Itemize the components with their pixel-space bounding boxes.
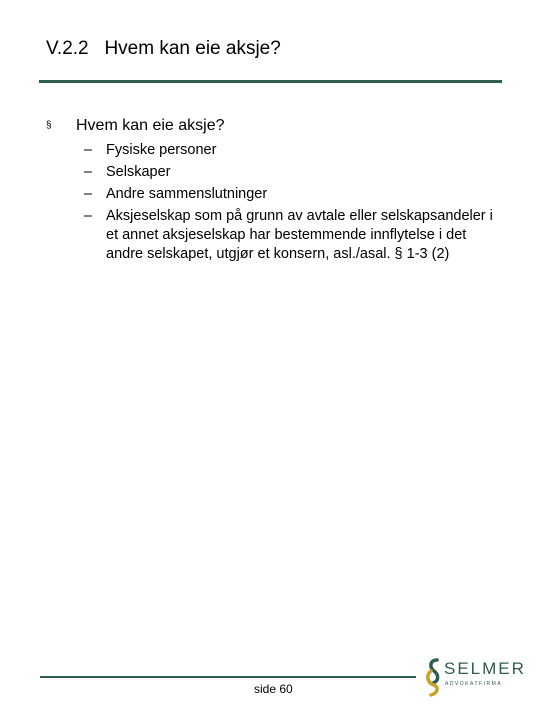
sub-point-text: Aksjeselskap som på grunn av avtale eller selskapsandeler i et annet aksjeselskap har bestemmende innflytelse i det andre selskapet, utgjør et konsern, asl./asal. § 1-3 (2) <box>106 208 493 262</box>
bullet-section <box>46 117 496 267</box>
dash-icon: – <box>83 208 92 224</box>
list-item <box>46 141 496 160</box>
main-bullet <box>46 117 496 135</box>
list-item <box>46 185 496 204</box>
dash-icon: – <box>83 142 92 158</box>
logo-subtitle: ADVOKATFIRMA <box>445 681 503 687</box>
selmer-logo <box>426 657 526 697</box>
sub-point-list <box>46 141 496 264</box>
page-number: side 60 <box>254 682 293 696</box>
footer-divider <box>40 676 416 678</box>
sub-point-text: Selskaper <box>106 164 171 180</box>
title-divider <box>39 80 502 83</box>
selmer-s-icon <box>426 657 442 697</box>
main-point-text: Hvem kan eie aksje? <box>76 117 225 134</box>
logo-wordmark: SELMER <box>444 659 526 678</box>
sub-point-text: Fysiske personer <box>106 142 217 158</box>
slide-title: V.2.2 Hvem kan eie aksje? <box>46 38 281 59</box>
section-bullet-icon: § <box>46 120 52 131</box>
list-item <box>46 163 496 182</box>
dash-icon: – <box>83 164 92 180</box>
sub-point-text: Andre sammenslutninger <box>106 186 268 202</box>
dash-icon: – <box>83 186 92 202</box>
list-item <box>46 207 496 264</box>
